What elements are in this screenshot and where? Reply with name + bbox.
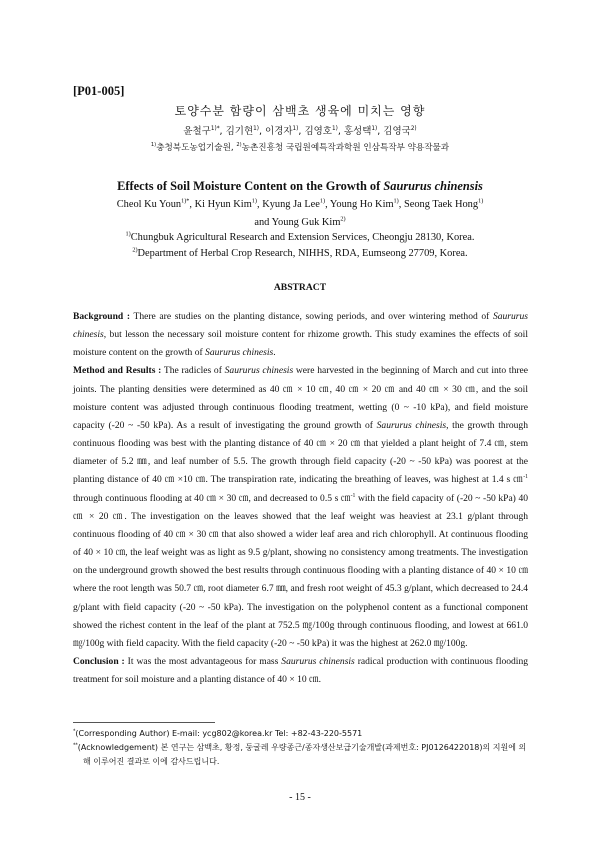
conclusion-paragraph bbox=[73, 653, 528, 689]
text-run: , the growth through continuous flooding was best with the planting distance of 40 ㎝ × 20 ㎝ that yielded a plant height of 7.4 ㎝, stem diameter of 5.2 ㎜, and leaf number of 5.5. The growth through field capacity (-20 ~ -50 kPa) was poorest at the planting distance of 40 ㎝ ×10 ㎝. The transpiration rate, indicating the breathing of leaves, was highest at 1.4 s ㎝ bbox=[73, 419, 528, 486]
species-name: Saururus chinesis bbox=[224, 365, 294, 377]
ko-author: 윤철구 bbox=[183, 126, 211, 137]
conclusion-label: Conclusion : bbox=[73, 655, 125, 667]
ko-author-sup: 2) bbox=[410, 125, 417, 132]
english-title bbox=[0, 179, 600, 194]
background-label: Background : bbox=[73, 311, 131, 322]
unit-sup: -1 bbox=[523, 474, 528, 481]
text-run: radical production with continuous flooding treatment for soil moisture and a planting distance of 40 × 10 ㎝. bbox=[73, 655, 528, 686]
title-main: Effects of Soil Moisture Content on the Growth of bbox=[117, 179, 384, 193]
footnote-acknowledgement bbox=[73, 741, 533, 769]
text-run: It was the most advantageous for mass bbox=[124, 655, 282, 667]
methods-label: Method and Results : bbox=[73, 365, 162, 377]
background-paragraph bbox=[73, 308, 528, 362]
title-species: Saururus chinensis bbox=[383, 179, 483, 193]
affil-text: Chungbuk Agricultural Research and Extension Services, Cheongju 28130, Korea. bbox=[130, 232, 475, 243]
ko-author-sup: 1) bbox=[331, 125, 338, 132]
author-sup: 1) bbox=[478, 197, 484, 205]
ko-author-sup: 1) bbox=[292, 125, 299, 132]
footnote-text: (Corresponding Author) E-mail: ycg802@korea.kr Tel: +82-43-220-5571 bbox=[75, 729, 363, 738]
footnote-text: (Acknowledgement) 본 연구는 삼백초, 황정, 둥굴레 우량종근/종자생산보급기술개발(과제번호: PJ0126422018)의 지원에 의해 이루어진 결과로 이에 감사드립니다. bbox=[77, 743, 527, 766]
page-number: - 15 - bbox=[289, 792, 311, 803]
text-run: with the field capacity of (-20 ~ -50 kPa) 40 ㎝ × 20 ㎝. The investigation on the leaves showed that the leaf weight was heaviest at 23.1 g/plant through continuous flooding of 40 ㎝ × 30 ㎝ that also showed a wider leaf area and rich chlorophyll. At continuous flooding of 40 × 10 ㎝, the leaf weight was as light as 9.5 g/plant, showing no consistency among treatments. The investigation on the underground growth showed the best results through continuous flooding with a planting distance of 40 × 10 ㎝ where the root length was 50.7 ㎝, root diameter 6.7 ㎜, and fresh root weight of 45.3 g/plant, which decreased to 24.4 g/plant with field capacity (-20 ~ -50 kPa). The investigation on the polyphenol content as a functional component showed the richest content in the leaf of the plant at 752.5 ㎎/100g through continuous flooding, and lowest at 661.0 ㎎/100g with field capacity. With the field capacity (-20 ~ -50 kPa) it was the highest at 262.0 ㎎/100g. bbox=[73, 492, 528, 649]
english-affiliation-2 bbox=[0, 248, 600, 259]
ko-affil-sup: 1) bbox=[150, 142, 157, 149]
korean-affiliations bbox=[0, 141, 600, 153]
ko-author-sup: 1) bbox=[253, 125, 259, 132]
unit-sup: -1 bbox=[350, 492, 356, 499]
species-name: Saururus chinesis bbox=[205, 347, 274, 359]
footnote-mark: * bbox=[73, 729, 76, 735]
abstract-heading: ABSTRACT bbox=[273, 282, 327, 293]
ko-author: 김기현 bbox=[225, 126, 254, 137]
species-name: Saururus chinesis bbox=[376, 419, 447, 431]
methods-paragraph bbox=[73, 362, 528, 653]
text-run: . bbox=[273, 347, 276, 359]
ko-author: 김영호 bbox=[304, 126, 332, 137]
author-sup: 1) bbox=[319, 197, 326, 205]
species-name: Saururus chinensis bbox=[281, 655, 355, 667]
author: Cheol Ku Youn bbox=[116, 199, 182, 210]
ko-author-sup: 1)* bbox=[210, 125, 220, 132]
author: Ki Hyun Kim bbox=[194, 199, 252, 210]
ko-affil-1: 충청북도농업기술원, bbox=[156, 143, 237, 153]
footnote-corresponding bbox=[73, 727, 533, 741]
text-run: There are studies on the planting distance, sowing periods, and over wintering method of bbox=[130, 311, 493, 322]
affil-sup: 1) bbox=[125, 230, 131, 238]
korean-authors: 윤철구$^{1)*}$, 김기현$^{1)}$, 이경자$^{1)}$, 김영호$^{1)}$, 홍성택$^{1)}$, 김영국$^{2)}$ bbox=[183, 125, 417, 137]
author: Seong Taek Hong bbox=[403, 199, 479, 210]
text-run: were harvested in the beginning of March and cut into three joints. The planting densities were determined as 40 ㎝ × 10 ㎝, 40 ㎝ × 20 ㎝ and 40 ㎝ × 30 ㎝, and the soil moisture content was adjusted through continuous flooding treatment, wetting (0 ~ -10 kPa), and field moisture capacity (-20 ~ -50 kPa). As a result of investigating the ground growth of bbox=[73, 365, 528, 431]
text-run: , but lesson the necessary soil moisture content for rhizome growth. This study examines the effects of soil moisture content on the growth of bbox=[73, 329, 528, 359]
ko-author: 홍성택 bbox=[343, 126, 372, 137]
footnotes bbox=[73, 727, 533, 769]
affil-text: Department of Herbal Crop Research, NIHHS, RDA, Eumseong 27709, Korea. bbox=[137, 248, 468, 259]
author-sup: 1) bbox=[251, 197, 257, 205]
abstract-body bbox=[73, 308, 528, 689]
author-sup: 1) bbox=[393, 197, 399, 205]
ko-affil-2: 농촌진흥청 국립원예특작과학원 인삼특작부 약용작물과 bbox=[241, 143, 450, 153]
footnote-divider bbox=[73, 722, 215, 723]
ko-affil-sup: 2) bbox=[236, 142, 242, 149]
author: Young Ho Kim bbox=[329, 199, 394, 210]
english-authors: Cheol Ku Youn$^{1)*}$, Ki Hyun Kim$^{1)}$, Kyung Ja Lee$^{1)}$, Young Ho Kim$^{1)}$, Seong Taek Hong$^{1)}$ and Young Guk Kim$^{2)}$ bbox=[116, 197, 484, 228]
species-name: Saururus chinesis bbox=[73, 311, 528, 341]
text-run: through continuous flooding at 40 ㎝ × 30 ㎝, and decreased to 0.5 s ㎝ bbox=[73, 492, 351, 504]
author-sup: 1)* bbox=[181, 197, 190, 205]
author: Kyung Ja Lee bbox=[262, 199, 320, 210]
abstract-code: [P01-005] bbox=[73, 84, 125, 98]
ko-author: 이경자 bbox=[265, 126, 293, 137]
affil-sup: 2) bbox=[132, 246, 138, 254]
author-sup: 2) bbox=[340, 215, 346, 223]
korean-title: 토양수분 함량이 삼백초 생육에 미치는 영향 bbox=[174, 104, 426, 118]
author: Young Guk Kim bbox=[271, 217, 341, 228]
ko-author-sup: 1) bbox=[371, 125, 378, 132]
english-affiliation-1 bbox=[0, 232, 600, 243]
ko-author: 김영국 bbox=[383, 126, 411, 137]
text-run: The radicles of bbox=[161, 365, 225, 377]
footnote-mark: ** bbox=[73, 743, 78, 749]
